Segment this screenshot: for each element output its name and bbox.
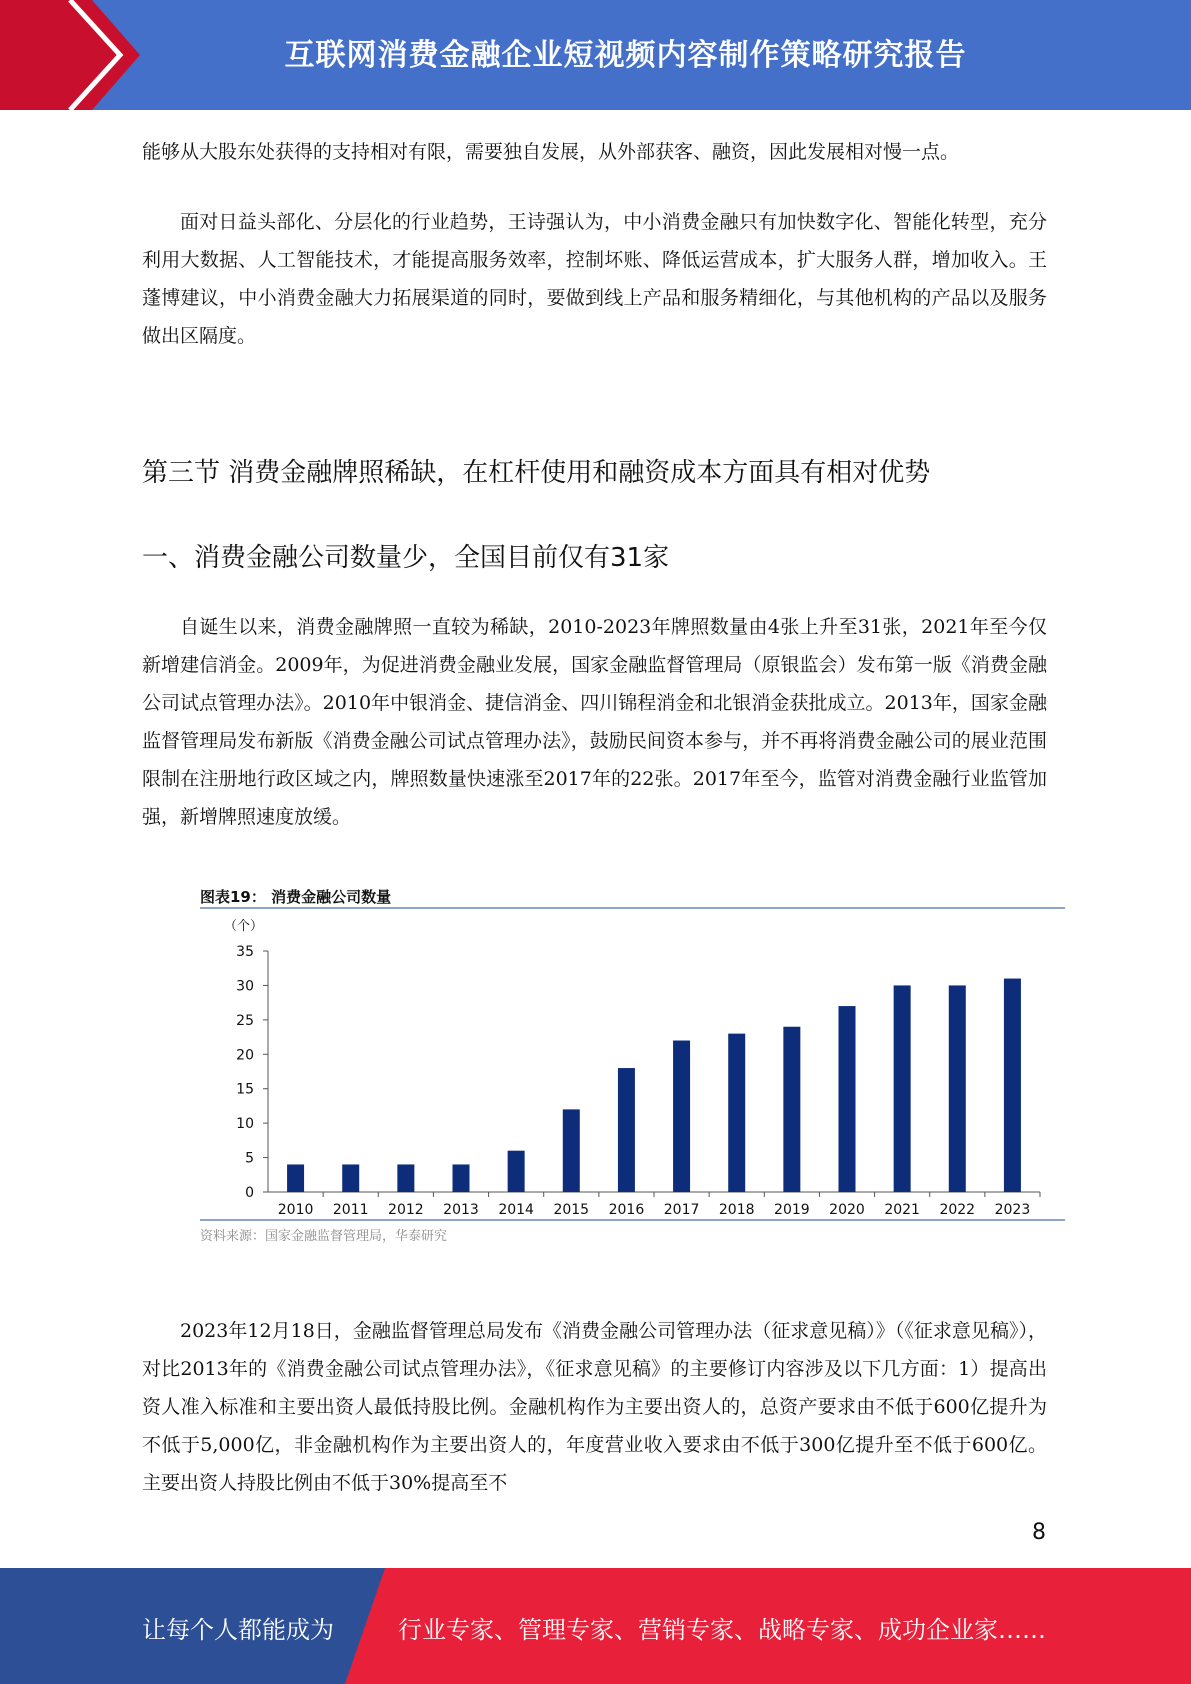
bar-2016 <box>618 1068 635 1192</box>
x-tick-label-2011: 2011 <box>332 1202 369 1218</box>
x-tick-label-2014: 2014 <box>498 1202 534 1218</box>
bar-2022 <box>949 985 966 1192</box>
y-tick-label: 35 <box>236 944 254 960</box>
paragraph-1: 能够从大股东处获得的支持相对有限，需要独自发展，从外部获客、融资，因此发展相对慢一点。 <box>142 141 960 163</box>
bar-2013 <box>453 1164 470 1192</box>
y-axis-unit-label: （个） <box>224 919 264 934</box>
bar-2023 <box>1004 979 1021 1192</box>
chart-source: 资料来源：国家金融监督管理局，华泰研究 <box>200 1229 448 1244</box>
footer-slogan-right: 行业专家、管理专家、营销专家、战略专家、成功企业家…… <box>398 1616 1046 1644</box>
section-heading: 第三节 消费金融牌照稀缺，在杠杆使用和融资成本方面具有相对优势 <box>142 458 931 488</box>
paragraph-3: 自诞生以来，消费金融牌照一直较为稀缺，2010-2023年牌照数量由4张上升至31张，2021年至今仅新增建信消金。2009年，为促进消费金融业发展，国家金融监督管理局（原银监会）发布第一版《消费金融公司试点管理办法》。2010年中银消金、捷信消金、四川锦程消金和北银消金获批成立。2013年，国家金融监督管理局发布新版《消费金融公司试点管理办法》，鼓励民间资本参与，并不再将消费金融公司的展业范围限制在注册地行政区域之内，牌照数量快速涨至2017年的22张。2017年至今，监管对消费金融行业监管加强，新增牌照速度放缓。 <box>142 616 1047 828</box>
report-title: 互联网消费金融企业短视频内容制作策略研究报告 <box>284 38 967 73</box>
bar-2018 <box>728 1034 745 1192</box>
x-tick-label-2022: 2022 <box>939 1202 976 1218</box>
y-tick-label: 30 <box>236 978 254 995</box>
paragraph-2: 面对日益头部化、分层化的行业趋势，王诗强认为，中小消费金融只有加快数字化、智能化转型，充分利用大数据、人工智能技术，才能提高服务效率，控制坏账、降低运营成本，扩大服务人群，增加收入。王蓬博建议，中小消费金融大力拓展渠道的同时，要做到线上产品和服务精细化，与其他机构的产品以及服务做出区隔度。 <box>142 211 1047 347</box>
bar-2014 <box>508 1151 525 1192</box>
x-tick-label-2019: 2019 <box>774 1202 810 1218</box>
bar-2011 <box>342 1164 359 1192</box>
page-number: 8 <box>1032 1520 1046 1545</box>
y-tick-label: 15 <box>236 1081 254 1098</box>
y-tick-label: 10 <box>236 1116 254 1133</box>
page-header <box>0 0 1191 110</box>
bar-2020 <box>839 1006 856 1192</box>
bar-chart <box>200 880 1065 1225</box>
x-tick-label-2023: 2023 <box>994 1202 1031 1218</box>
bar-2010 <box>287 1164 304 1192</box>
x-tick-label-2021: 2021 <box>884 1202 920 1218</box>
y-tick-label: 5 <box>245 1150 254 1167</box>
chart-figure <box>200 880 1065 1245</box>
footer-slogan-left: 让每个人都能成为 <box>142 1616 334 1644</box>
x-tick-label-2012: 2012 <box>388 1202 424 1218</box>
bar-2017 <box>673 1041 690 1192</box>
page-footer <box>0 1568 1191 1684</box>
x-tick-label-2013: 2013 <box>443 1202 479 1218</box>
x-tick-label-2016: 2016 <box>608 1202 645 1218</box>
x-tick-label-2015: 2015 <box>553 1202 590 1218</box>
x-tick-label-2010: 2010 <box>277 1202 314 1218</box>
bar-2019 <box>783 1027 800 1192</box>
y-tick-label: 0 <box>245 1185 254 1201</box>
x-tick-label-2020: 2020 <box>829 1202 865 1218</box>
bar-2021 <box>894 985 911 1192</box>
bar-2012 <box>397 1164 414 1192</box>
paragraph-4: 2023年12月18日，金融监督管理总局发布《消费金融公司管理办法（征求意见稿）》（《征求意见稿》），对比2013年的《消费金融公司试点管理办法》，《征求意见稿》的主要修订内容涉及以下几方面：1）提高出资人准入标准和主要出资人最低持股比例。金融机构作为主要出资人的，总资产要求由不低于600亿提升为不低于5,000亿，非金融机构作为主要出资人的，年度营业收入要求由不低于300亿提升至不低于600亿。主要出资人持股比例由不低于30%提高至不 <box>142 1320 1047 1494</box>
x-tick-label-2017: 2017 <box>663 1202 700 1218</box>
y-tick-label: 25 <box>236 1012 254 1029</box>
chart-title: 图表19： 消费金融公司数量 <box>200 888 392 906</box>
y-tick-label: 20 <box>236 1047 254 1064</box>
bar-2015 <box>563 1109 580 1192</box>
subsection-heading: 一、消费金融公司数量少，全国目前仅有31家 <box>142 543 670 573</box>
x-tick-label-2018: 2018 <box>718 1202 755 1218</box>
